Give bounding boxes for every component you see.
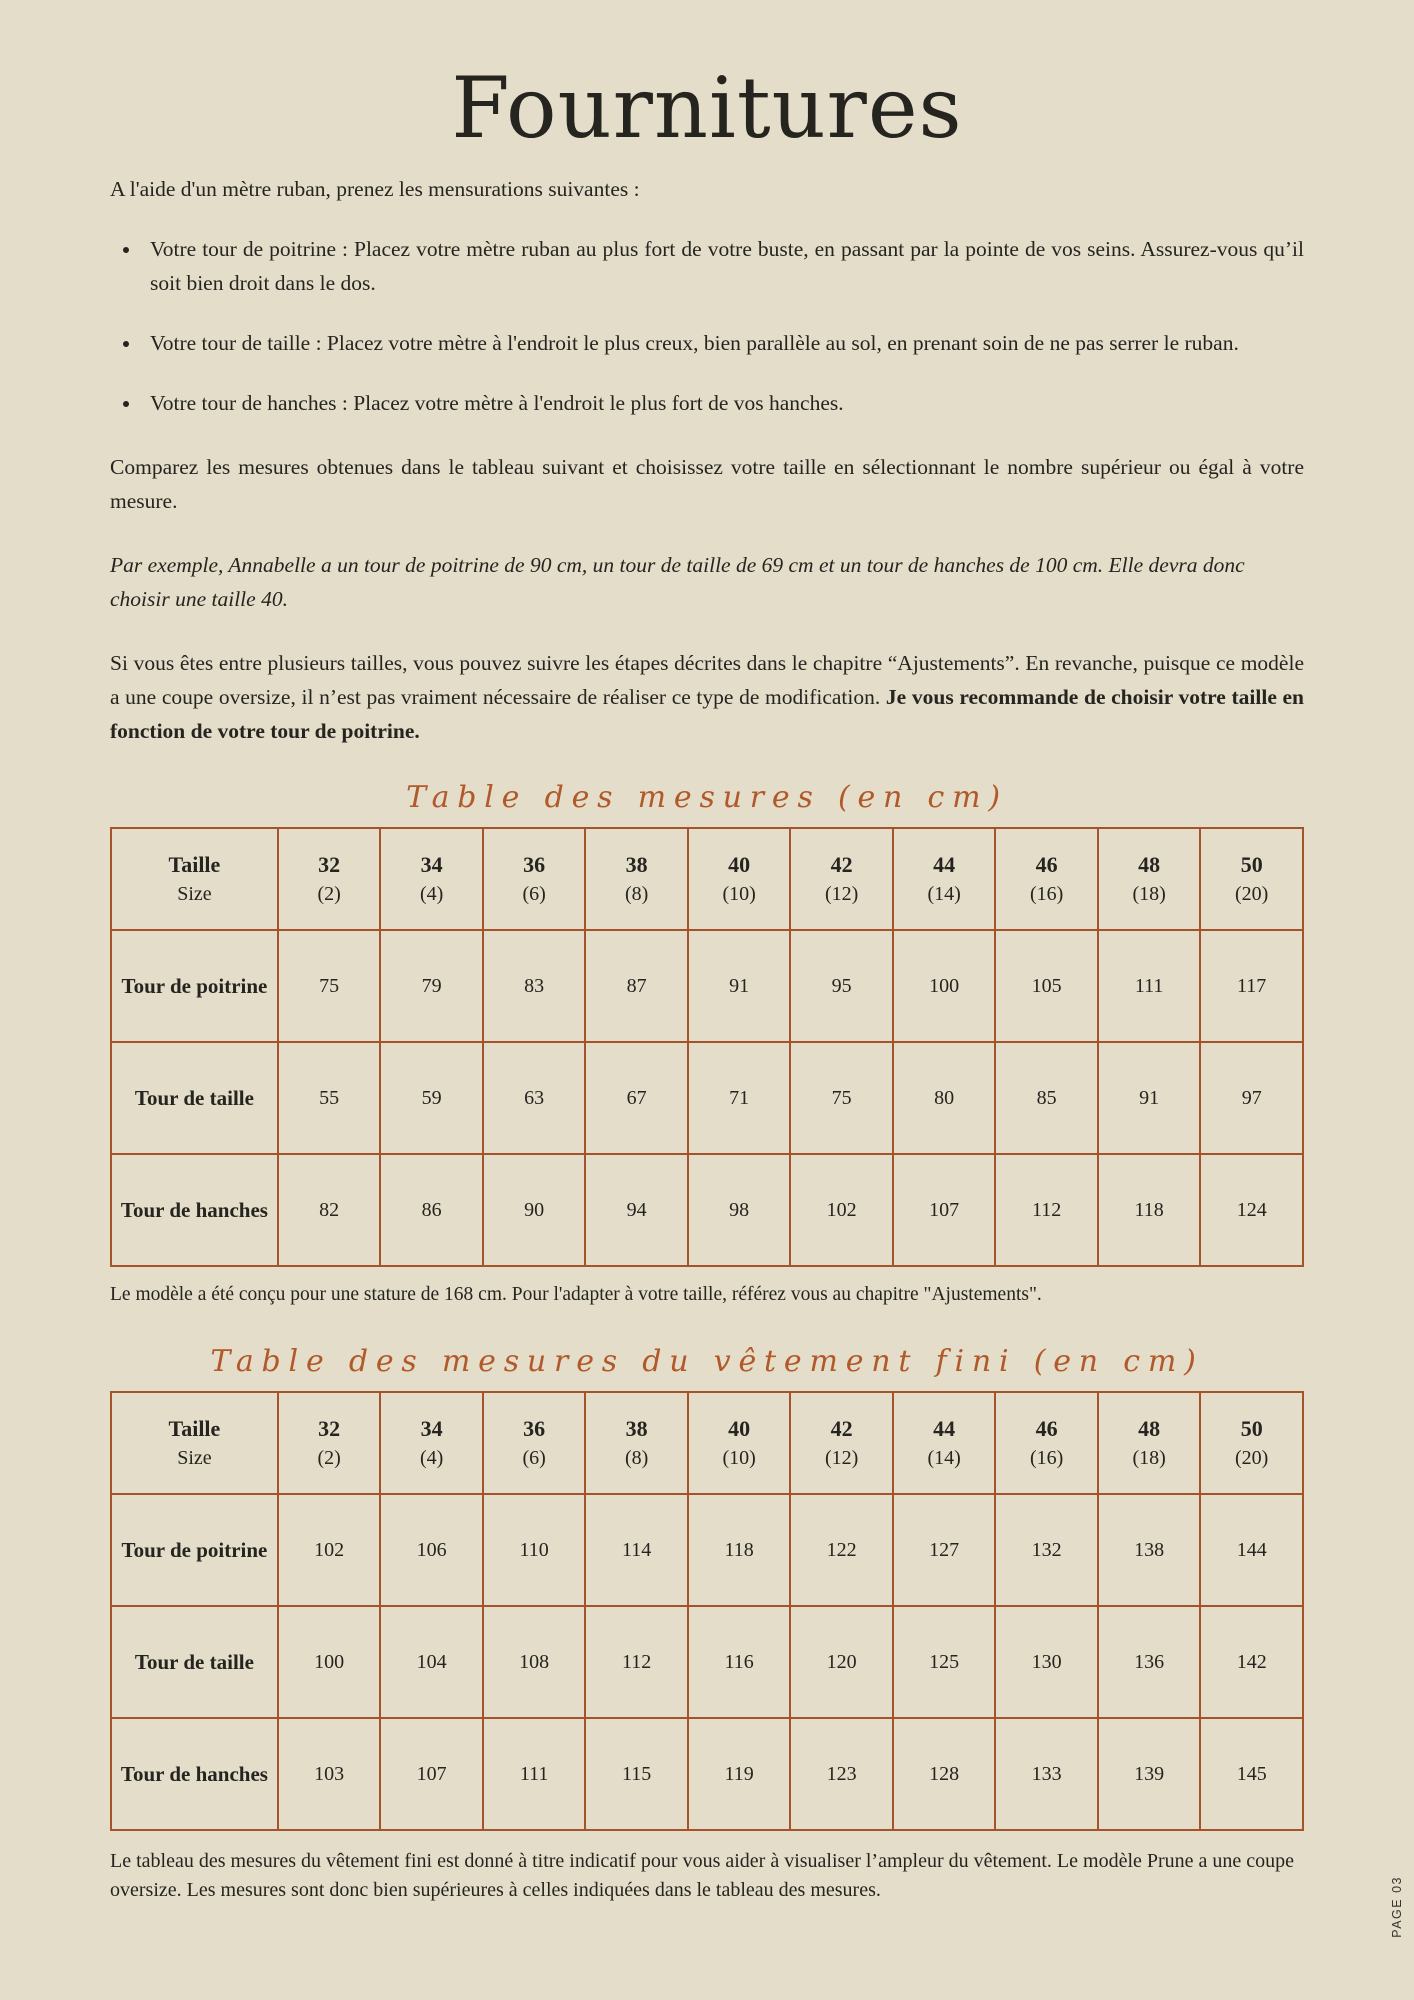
measurement-value-cell: 144 (1200, 1494, 1303, 1606)
measurement-value-cell: 132 (995, 1494, 1098, 1606)
measurement-value-cell: 115 (585, 1718, 688, 1830)
measurement-value-cell: 79 (380, 930, 483, 1042)
paragraph-example: Par exemple, Annabelle a un tour de poitrine de 90 cm, un tour de taille de 69 cm et un tour de hanches de 100 cm. Elle devra donc choisir une taille 40. (110, 553, 1245, 611)
size-column-header: 40 (10) (688, 1392, 791, 1494)
measurement-value-cell: 133 (995, 1718, 1098, 1830)
measurement-value-cell: 145 (1200, 1718, 1303, 1830)
size-column-header: 34 (4) (380, 1392, 483, 1494)
measurement-value-cell: 63 (483, 1042, 586, 1154)
size-column-header: 46 (16) (995, 1392, 1098, 1494)
measurement-value-cell: 82 (278, 1154, 381, 1266)
measurement-value-cell: 139 (1098, 1718, 1201, 1830)
measurement-value-cell: 102 (278, 1494, 381, 1606)
measurement-row-label: Tour de hanches (111, 1154, 278, 1266)
measurement-value-cell: 112 (585, 1606, 688, 1718)
measurement-value-cell: 102 (790, 1154, 893, 1266)
page-title: Fournitures (451, 59, 963, 157)
measurement-value-cell: 95 (790, 930, 893, 1042)
size-column-header: 50 (20) (1200, 1392, 1303, 1494)
finished-garment-note: Le tableau des mesures du vêtement fini est donné à titre indicatif pour vous aider à visualiser l’ampleur du vêtement. Le modèle Prune a une coupe oversize. Les mesures sont donc bien supérieures à celles indiquées dans le tableau des mesures. (110, 1850, 1295, 1901)
measurement-value-cell: 75 (278, 930, 381, 1042)
size-column-header: 50 (20) (1200, 828, 1303, 930)
advice-regular-text: Si vous êtes entre plusieurs tailles, vous pouvez suivre les étapes décrites dans le chapitre “Ajustements”. En revanche, puisque ce modèle a une coupe oversize, il n’est pas vraiment nécessaire de réaliser ce type de modification. (110, 651, 1304, 709)
intro-text: A l'aide d'un mètre ruban, prenez les mensurations suivantes : (110, 177, 640, 201)
measurement-value-cell: 83 (483, 930, 586, 1042)
measurement-value-cell: 85 (995, 1042, 1098, 1154)
size-column-header: 42 (12) (790, 1392, 893, 1494)
table-corner-cell: Taille Size (111, 1392, 278, 1494)
size-column-header: 32 (2) (278, 1392, 381, 1494)
finished-garment-table (110, 1391, 1304, 1831)
size-column-header: 36 (6) (483, 1392, 586, 1494)
measurement-value-cell: 122 (790, 1494, 893, 1606)
measurement-value-cell: 119 (688, 1718, 791, 1830)
measure-instruction-item: • Votre tour de poitrine : Placez votre mètre ruban au plus fort de votre buste, en passant par la pointe de vos seins. Assurez-vous qu’il soit bien droit dans le dos. (142, 232, 1304, 300)
measurement-row-label: Tour de poitrine (111, 930, 278, 1042)
measurement-value-cell: 111 (483, 1718, 586, 1830)
measurement-value-cell: 55 (278, 1042, 381, 1154)
size-column-header: 38 (8) (585, 828, 688, 930)
measurement-value-cell: 91 (688, 930, 791, 1042)
measurement-value-cell: 125 (893, 1606, 996, 1718)
measurement-value-cell: 107 (380, 1718, 483, 1830)
size-column-header: 36 (6) (483, 828, 586, 930)
size-column-header: 48 (18) (1098, 828, 1201, 930)
measure-instruction-item: • Votre tour de hanches : Placez votre mètre à l'endroit le plus fort de vos hanches. (142, 386, 1304, 420)
measurement-value-cell: 136 (1098, 1606, 1201, 1718)
page-number: PAGE 03 (1390, 1876, 1404, 1938)
measurement-value-cell: 128 (893, 1718, 996, 1830)
measurement-value-cell: 107 (893, 1154, 996, 1266)
measurement-value-cell: 87 (585, 930, 688, 1042)
body-measurements-table (110, 827, 1304, 1267)
measurement-value-cell: 116 (688, 1606, 791, 1718)
measurement-value-cell: 130 (995, 1606, 1098, 1718)
measurement-value-cell: 117 (1200, 930, 1303, 1042)
measurement-value-cell: 100 (893, 930, 996, 1042)
measurement-value-cell: 80 (893, 1042, 996, 1154)
measurement-value-cell: 110 (483, 1494, 586, 1606)
measurement-value-cell: 90 (483, 1154, 586, 1266)
measurement-value-cell: 112 (995, 1154, 1098, 1266)
measurement-value-cell: 124 (1200, 1154, 1303, 1266)
measurement-value-cell: 104 (380, 1606, 483, 1718)
size-column-header: 44 (14) (893, 828, 996, 930)
size-column-header: 40 (10) (688, 828, 791, 930)
measurement-row-label: Tour de poitrine (111, 1494, 278, 1606)
measurement-value-cell: 127 (893, 1494, 996, 1606)
measurement-value-cell: 111 (1098, 930, 1201, 1042)
measurement-value-cell: 138 (1098, 1494, 1201, 1606)
paragraph-advice (110, 646, 1304, 748)
size-column-header: 32 (2) (278, 828, 381, 930)
measurement-value-cell: 118 (688, 1494, 791, 1606)
paragraph-compare: Comparez les mesures obtenues dans le tableau suivant et choisissez votre taille en sélectionnant le nombre supérieur ou égal à votre mesure. (110, 455, 1304, 513)
size-column-header: 38 (8) (585, 1392, 688, 1494)
size-column-header: 48 (18) (1098, 1392, 1201, 1494)
measurement-row-label: Tour de taille (111, 1042, 278, 1154)
measurement-row-label: Tour de hanches (111, 1718, 278, 1830)
size-column-header: 46 (16) (995, 828, 1098, 930)
measurement-value-cell: 114 (585, 1494, 688, 1606)
measurement-value-cell: 94 (585, 1154, 688, 1266)
measurement-value-cell: 71 (688, 1042, 791, 1154)
measurement-value-cell: 91 (1098, 1042, 1201, 1154)
measurement-value-cell: 120 (790, 1606, 893, 1718)
measurement-value-cell: 118 (1098, 1154, 1201, 1266)
stature-note: Le modèle a été conçu pour une stature de 168 cm. Pour l'adapter à votre taille, référez vous au chapitre "Ajustements". (110, 1284, 1042, 1305)
finished-garment-section (110, 1342, 1304, 1905)
measurement-value-cell: 142 (1200, 1606, 1303, 1718)
measurement-value-cell: 123 (790, 1718, 893, 1830)
finished-garment-heading: Table des mesures du vêtement fini (en cm) (210, 1344, 1204, 1379)
measurement-value-cell: 86 (380, 1154, 483, 1266)
measurement-value-cell: 75 (790, 1042, 893, 1154)
measurement-value-cell: 98 (688, 1154, 791, 1266)
table-corner-cell: Taille Size (111, 828, 278, 930)
measurement-value-cell: 103 (278, 1718, 381, 1830)
measurement-value-cell: 100 (278, 1606, 381, 1718)
measurement-value-cell: 97 (1200, 1042, 1303, 1154)
size-column-header: 42 (12) (790, 828, 893, 930)
body-measurements-section (110, 778, 1304, 1308)
measure-instructions-list (110, 232, 1304, 420)
measurement-value-cell: 108 (483, 1606, 586, 1718)
size-column-header: 34 (4) (380, 828, 483, 930)
measurement-value-cell: 105 (995, 930, 1098, 1042)
size-column-header: 44 (14) (893, 1392, 996, 1494)
measure-instruction-item: • Votre tour de taille : Placez votre mètre à l'endroit le plus creux, bien parallèle au sol, en prenant soin de ne pas serrer le ruban. (142, 326, 1304, 360)
measurement-value-cell: 106 (380, 1494, 483, 1606)
measurement-value-cell: 67 (585, 1042, 688, 1154)
advice-bold-text: Je vous recommande de choisir votre taille en fonction de votre tour de poitrine. (110, 685, 1305, 743)
measurement-value-cell: 59 (380, 1042, 483, 1154)
measurement-row-label: Tour de taille (111, 1606, 278, 1718)
body-measurements-heading: Table des mesures (en cm) (406, 780, 1008, 815)
